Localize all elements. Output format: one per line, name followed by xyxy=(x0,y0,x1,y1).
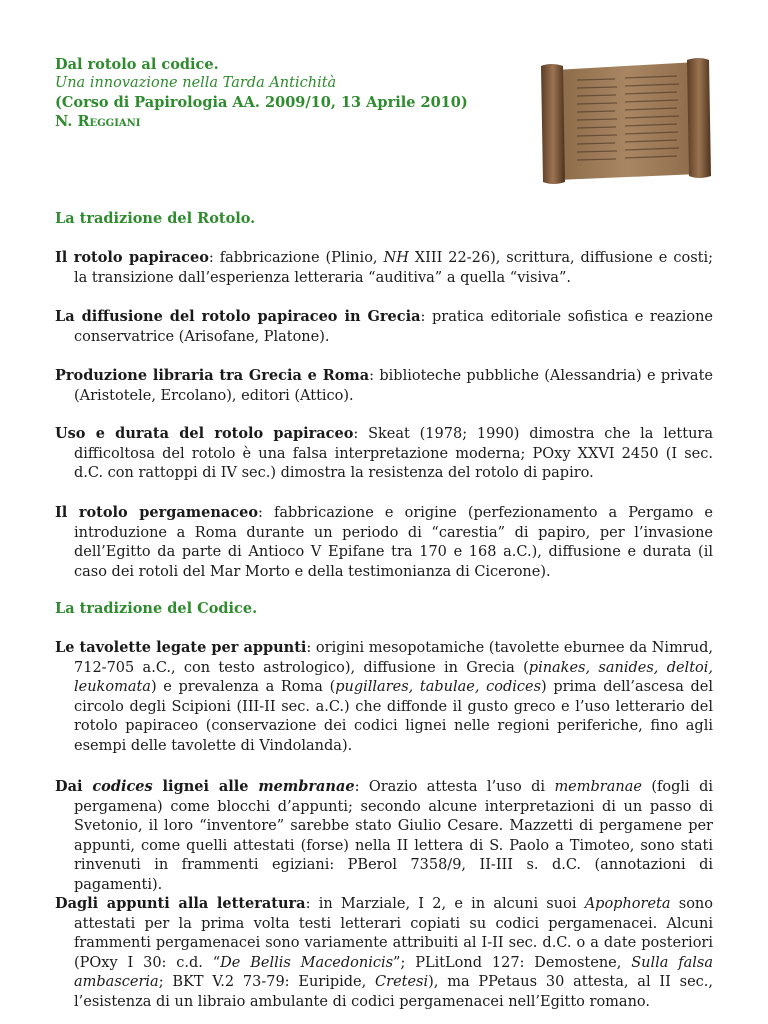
entry-text: ”; PLitLond 127: Demostene, xyxy=(393,954,632,971)
entry-term: Il rotolo pergamenaceo xyxy=(55,504,258,521)
entry-term-italic: membranae xyxy=(258,778,355,795)
entry-text: : origini mesopotamiche (tavolette eburnee da Nimrud, 712-705 a.C., con testo astrologico), diffusione in Grecia ( xyxy=(74,640,713,676)
entry-italic: Apophoreta xyxy=(584,896,671,912)
document-title: Dal rotolo al codice. xyxy=(55,56,219,73)
entry-italic: NH xyxy=(383,250,409,266)
document-header xyxy=(55,55,468,131)
document-subtitle: Una innovazione nella Tarda Antichità xyxy=(55,75,337,91)
entry-text: : fabbricazione (Plinio, xyxy=(208,250,384,266)
entry-text: : fabbricazione e origine (perfezionamento a Pergamo e introduzione a Roma durante un periodo di “carestia” di papiro, per l’invasione dell’Egitto da parte di Antioco V Epifane tra 170 e 168 a.C.), diffusione e durata (il caso dei rotoli del Mar Morto e della testimonianza di Cicerone). xyxy=(74,505,713,580)
entry-italic: pugillares, tabulae, codices xyxy=(335,679,542,695)
entry-rotolo-papiraceo xyxy=(55,248,713,288)
entry-term: Dagli appunti alla letteratura xyxy=(55,895,306,912)
entry-text: (fogli di pergamena) come blocchi d’appunti; secondo alcune interpretazioni di un passo di Svetonio, il loro “inventore” sarebbe stato Giulio Cesare. Mazzetti di pergamene per appunti, come quelli attestati (forse) nella II lettera di S. Paolo a Timoteo, sono stati rinvenuti in frammenti egiziani: PBerol 7358/9, II-III s. d.C. (annotazioni di pagamenti). xyxy=(74,779,713,893)
entry-appunti-letteratura xyxy=(55,894,713,1012)
entry-term: La diffusione del rotolo papiraceo in Grecia xyxy=(55,308,421,325)
entry-text: ), ma PPetaus 30 attesta, al II sec., l’esistenza di un libraio ambulante di codici pergamenacei nell’Egitto romano. xyxy=(74,974,713,1010)
entry-italic: Cretesi xyxy=(375,974,429,990)
entry-term-italic: codices xyxy=(92,778,153,795)
entry-diffusione-grecia xyxy=(55,307,713,347)
entry-term-part: Dai xyxy=(55,778,93,795)
entry-text: : biblioteche pubbliche (Alessandria) e private (Aristotele, Ercolano), editori (Attico). xyxy=(74,368,713,404)
section-heading-rotolo: La tradizione del Rotolo. xyxy=(55,210,256,227)
entry-italic: membranae xyxy=(554,779,642,795)
course-info: (Corso di Papirologia AA. 2009/10, 13 Aprile 2010) xyxy=(55,94,468,111)
entry-text: ) prima dell’ascesa del circolo degli Scipioni (III-II sec. a.C.) che diffonde il gusto greco e l’uso letterario del rotolo papiraceo (conservazione dei codici lignei nelle regioni periferiche, fino agli esempi delle tavolette di Vindolanda). xyxy=(74,679,713,754)
entry-italic: De Bellis Macedonicis xyxy=(220,954,394,971)
entry-text: ; BKT V.2 73-79: Euripide, xyxy=(158,974,376,990)
entry-codices-membranae xyxy=(55,777,713,895)
entry-tavolette xyxy=(55,638,713,756)
entry-text: : in Marziale, I 2, e in alcuni suoi xyxy=(305,896,585,912)
entry-text: : Orazio attesta l’uso di xyxy=(354,779,555,795)
entry-term: Uso e durata del rotolo papiraceo xyxy=(55,425,354,442)
entry-term xyxy=(55,778,355,795)
entry-term: Produzione libraria tra Grecia e Roma xyxy=(55,367,370,384)
author-initial: N. xyxy=(55,113,73,130)
entry-term: Le tavolette legate per appunti xyxy=(55,639,307,656)
entry-term-part: lignei alle xyxy=(152,778,259,795)
author-name: Reggiani xyxy=(77,113,141,130)
entry-text: XIII 22-26), scrittura, diffusione e costi; la transizione dall’esperienza letteraria “auditiva” a quella “visiva”. xyxy=(74,250,713,286)
entry-rotolo-pergamenaceo xyxy=(55,503,713,582)
entry-italic: pinakes, sanides, deltoi, leukomata xyxy=(74,659,713,695)
entry-uso-durata xyxy=(55,424,713,484)
entry-italic: Sulla falsa ambasceria xyxy=(74,954,713,990)
section-heading-codice: La tradizione del Codice. xyxy=(55,600,258,617)
entry-text: : pratica editoriale sofistica e reazione conservatrice (Arisofane, Platone). xyxy=(74,309,713,345)
entry-text: ) e prevalenza a Roma ( xyxy=(150,679,336,695)
entry-term: Il rotolo papiraceo xyxy=(55,249,209,266)
entry-text: sono attestati per la prima volta testi letterari copiati su codici pergamenacei. Alcuni frammenti pergamenacei sono variamente attribuiti al I-II sec. d.C. o a date posteriori (POxy I 30: c.d. “ xyxy=(74,896,714,971)
entry-produzione-libraria xyxy=(55,366,713,406)
entry-text: : Skeat (1978; 1990) dimostra che la lettura difficoltosa del rotolo è una falsa interpretazione moderna; POxy XXVI 2450 (I sec. d.C. con rattoppi di IV sec.) dimostra la resistenza del rotolo di papiro. xyxy=(74,426,713,481)
papyrus-scroll-image xyxy=(537,52,713,192)
author xyxy=(55,112,468,131)
